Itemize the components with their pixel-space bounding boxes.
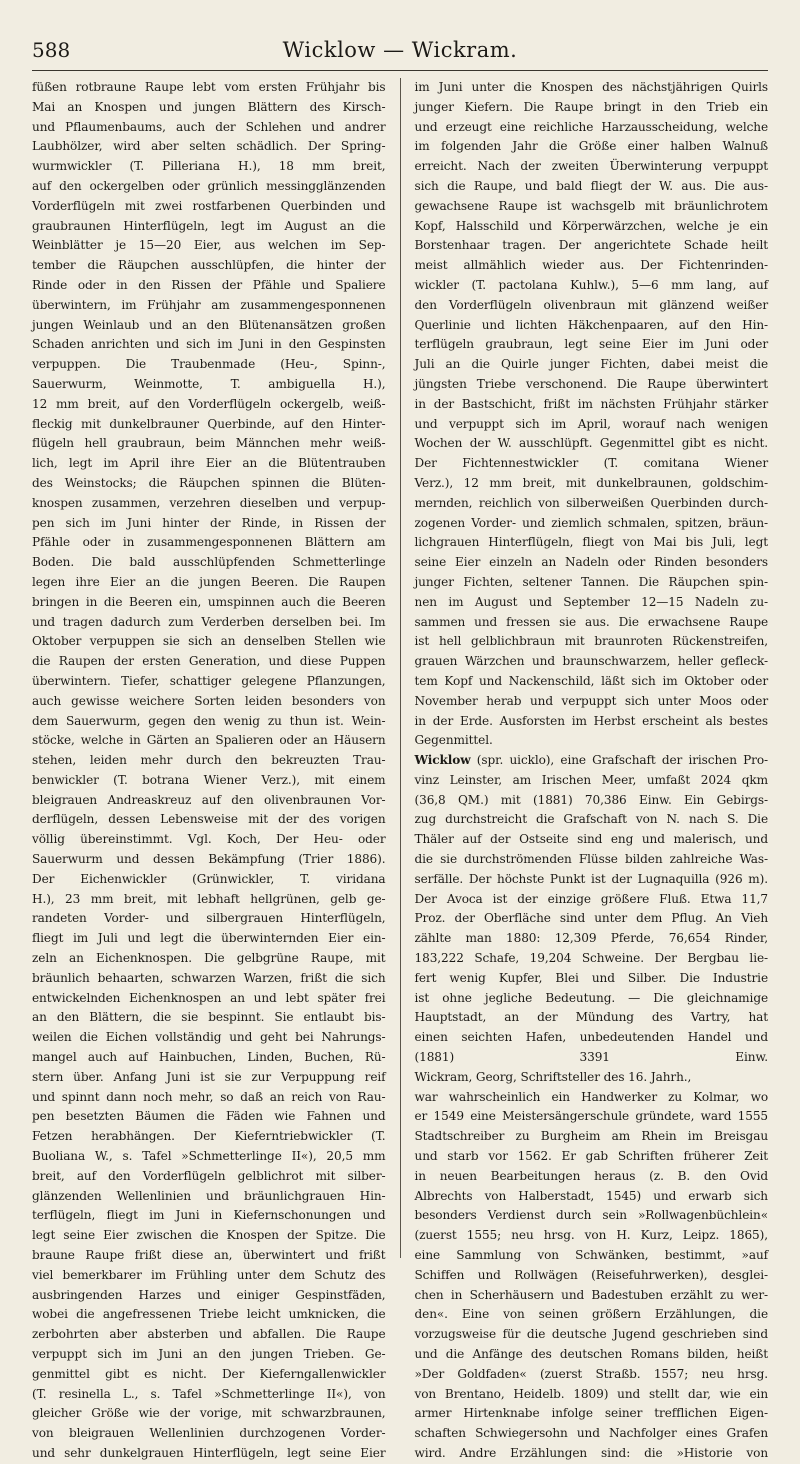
text-line: Der Avoca ist der einzige größere Fluß. Etwa 11,7 (414, 891, 769, 906)
text-line: terflügeln, fliegt im Juni in Kiefernschonungen und (32, 1208, 386, 1223)
text-line: Borstenhaar tragen. Der angerichtete Schade heilt (414, 238, 769, 253)
text-line: die Raupen der ersten Generation, und diese Puppen (32, 654, 386, 669)
text-line: überwintern, im Frühjahr am zusammengesponnenen (32, 297, 386, 312)
text-line: völlig übereinstimmt. Vgl. Koch, Der Heu- oder (32, 832, 386, 847)
text-line: wurmwickler (T. Pilleriana H.), 18 mm breit, (32, 159, 386, 174)
text-line: gleicher Größe wie der vorige, mit schwarzbraunen, (32, 1406, 386, 1421)
text-line: und erzeugt eine reichliche Harzausscheidung, welche (414, 119, 769, 134)
entry-headword: Wicklow (414, 753, 471, 768)
text-line: Sauerwurm und dessen Bekämpfung (Trier 1886). (32, 852, 386, 867)
text-line: zerbohrten aber absterben und abfallen. Die Raupe (32, 1327, 386, 1342)
text-line: dem Sauerwurm, gegen den wenig zu thun ist. Wein- (32, 713, 386, 728)
text-line: Pfähle oder in zusammengesponnenen Blättern am (32, 535, 386, 550)
text-line: auf den ockergelben oder grünlich messingglänzenden (32, 178, 386, 193)
text-line: nen im August und September 12—15 Nadeln zu- (414, 594, 769, 609)
text-line: in neuen Bearbeitungen heraus (z. B. den Ovid (414, 1168, 769, 1183)
text-line: stöcke, welche in Gärten an Spalieren oder an Häusern (32, 733, 386, 748)
text-line: und verpuppt sich im April, worauf nach wenigen (414, 416, 769, 431)
text-line: graubraunen Hinterflügeln, legt im August an die (32, 218, 386, 233)
text-line: Laubhölzer, wird aber selten schädlich. Der Spring- (32, 139, 386, 154)
header-rule (32, 70, 768, 71)
text-line: tember die Räupchen ausschlüpfen, die hinter der (32, 258, 386, 273)
text-line: in der Erde. Ausforsten im Herbst erscheint als bestes (414, 713, 769, 728)
text-line: Boden. Die bald ausschlüpfenden Schmetterlinge (32, 555, 386, 570)
text-line: stehen, leiden mehr durch den bekreuzten Trau- (32, 753, 386, 768)
text-line: Hauptstadt, an der Mündung des Vartry, hat (414, 1010, 769, 1025)
text-line: fliegt im Juli und legt die überwinternden Eier ein- (32, 931, 386, 946)
text-line: ist hell gelblichbraun mit braunroten Rückenstreifen, (414, 634, 769, 649)
text-line: füßen rotbraune Raupe lebt vom ersten Frühjahr bis (32, 80, 386, 94)
text-line: Der Eichenwickler (Grünwickler, T. viridana (32, 871, 386, 886)
text-line: lich, legt im April ihre Eier an die Blütentrauben (32, 456, 386, 471)
text-line: und sehr dunkelgrauen Hinterflügeln, legt seine Eier (32, 1445, 386, 1460)
text-line: Buoliana W., s. Tafel »Schmetterlinge II«), 20,5 mm (32, 1149, 386, 1164)
text-line: und spinnt dann noch mehr, so daß an reich von Rau- (32, 1089, 386, 1104)
text-line: flügeln hell graubraun, beim Männchen mehr weiß- (32, 436, 386, 451)
text-line: randeten Vorder- und silbergrauen Hinterflügeln, (32, 911, 386, 926)
text-line: zeln an Eichenknospen. Die gelbgrüne Raupe, mit (32, 951, 386, 966)
text-line: terflügeln graubraun, legt seine Eier im Juni oder (414, 337, 769, 352)
running-head: Wicklow — Wickram. (282, 38, 518, 62)
text-line: mangel auch auf Hainbuchen, Linden, Buchen, Rü- (32, 1050, 386, 1065)
text-line: Wochen der W. ausschlüpft. Gegenmittel gibt es nicht. (414, 436, 769, 451)
text-line: pen besetzten Bäumen die Fäden wie Fahnen und (32, 1109, 386, 1124)
text-line: tem Kopf und Nackenschild, läßt sich im Oktober oder (414, 673, 769, 688)
text-line: des Weinstocks; die Räupchen spinnen die Blüten- (32, 475, 386, 490)
text-line: und tragen dadurch zum Verderben derselben bei. Im (32, 614, 386, 629)
text-line: (T. resinella L., s. Tafel »Schmetterlinge II«), von (32, 1386, 386, 1401)
text-line: grauen Wärzchen und braunschwarzem, heller gefleck- (414, 654, 769, 669)
text-line: breit, auf den Vorderflügeln gelblichrot mit silber- (32, 1168, 386, 1183)
text-line: braune Raupe frißt diese an, überwintert und frißt (32, 1248, 386, 1263)
text-line: den«. Eine von seinen größern Erzählungen, die (414, 1307, 769, 1322)
text-line: und starb vor 1562. Er gab Schriften früherer Zeit (414, 1149, 769, 1164)
text-line: (36,8 QM.) mit (1881) 70,386 Einw. Ein Gebirgs- (414, 792, 769, 807)
text-line: armer Hirtenknabe infolge seiner trefflichen Eigen- (414, 1406, 769, 1421)
text-line: junger Fichten, seltener Tannen. Die Räupchen spin- (414, 574, 769, 589)
text-line: 183,222 Schafe, 19,204 Schweine. Der Bergbau lie- (414, 951, 769, 966)
text-line: den Vorderflügeln olivenbraun mit glänzend weißer (414, 297, 769, 312)
text-line: legen ihre Eier an die jungen Beeren. Die Raupen (32, 574, 386, 589)
text-line: serfälle. Der höchste Punkt ist der Lugnaquilla (926 m). (414, 871, 769, 886)
text-line: Sauerwurm, Weinmotte, T. ambiguella H.), (32, 376, 386, 391)
text-line: genmittel gibt es nicht. Der Kieferngallenwickler (32, 1366, 386, 1381)
text-line: und die Anfänge des deutschen Romans bilden, heißt (414, 1347, 769, 1361)
text-line: glänzenden Wellenlinien und bräunlichgrauen Hin- (32, 1188, 386, 1203)
text-line: im Juni unter die Knospen des nächstjährigen Quirls (414, 80, 769, 94)
text-line: legt seine Eier zwischen die Knospen der Spitze. Die (32, 1228, 386, 1243)
text-line: war wahrscheinlich ein Handwerker zu Kolmar, wo (414, 1089, 769, 1104)
text-line: junger Kiefern. Die Raupe bringt in den Trieb ein (414, 99, 769, 114)
text-line: jungen Weinlaub und an den Blütenansätzen großen (32, 317, 386, 332)
text-line: eine Sammlung von Schwänken, bestimmt, »auf (414, 1248, 769, 1263)
text-line: stern über. Anfang Juni ist sie zur Verpuppung reif (32, 1069, 386, 1084)
text-line: Wickram, Georg, Schriftsteller des 16. Jahrh., (414, 1069, 692, 1084)
text-line: schaften Schwiegersohn und Nachfolger eines Grafen (414, 1426, 769, 1441)
text-line: Albrechts von Halberstadt, 1545) und erwarb sich (414, 1188, 769, 1203)
text-line: zogenen Vorder- und ziemlich schmalen, spitzen, bräun- (414, 515, 769, 530)
text-line: ausbringenden Harzes und einiger Gespinstfäden, (32, 1287, 386, 1302)
text-line: wobei die angefressenen Triebe leicht umknicken, die (32, 1307, 386, 1322)
text-line: entwickelnden Eichenknospen an und lebt später frei (32, 990, 386, 1005)
text-line: fleckig mit dunkelbrauner Querbinde, auf den Hinter- (32, 416, 386, 431)
text-line: seine Eier einzeln an Nadeln oder Rinden besonders (414, 555, 769, 570)
text-columns (32, 78, 769, 1460)
text-line: (1881) 3391 Einw. (414, 1050, 769, 1065)
text-line: überwintern. Tiefer, schattiger gelegene Pflanzungen, (32, 673, 386, 688)
text-line: im folgenden Jahr die Größe einer halben Walnuß (414, 139, 769, 154)
text-line: Kopf, Halsschild und Körperwärzchen, welche je ein (414, 218, 769, 233)
text-line: zug durchstreicht die Grafschaft von N. nach S. Die (414, 812, 769, 827)
text-line: von Brentano, Heidelb. 1809) und stellt dar, wie ein (414, 1386, 769, 1401)
text-line: H.), 23 mm breit, mit lebhaft hellgrünen, gelb ge- (32, 891, 386, 906)
text-line: chen in Scherhäusern und Badestuben erzählt zu wer- (414, 1287, 769, 1302)
text-line: jüngsten Triebe verschonend. Die Raupe überwintert (414, 376, 769, 391)
text-line: November herab und verpuppt sich unter Moos oder (414, 693, 769, 708)
text-line: Der Fichtennestwickler (T. comitana Wiener (414, 456, 769, 471)
text-line: benwickler (T. botrana Wiener Verz.), mit einem (32, 772, 386, 787)
text-line: besonders Verdienst durch sein »Rollwagenbüchlein« (414, 1208, 769, 1223)
text-line: bräunlich behaarten, schwarzen Warzen, frißt die sich (32, 970, 386, 985)
text-line: Rinde oder in den Rissen der Pfähle und Spaliere (32, 277, 386, 292)
text-line: er 1549 eine Meistersängerschule gründete, ward 1555 (414, 1109, 769, 1124)
text-line: Oktober verpuppen sie sich an denselben Stellen wie (32, 634, 386, 649)
text-line: meist allmählich wieder aus. Der Fichtenrinden- (414, 258, 769, 273)
text-line: wird. Andre Erzählungen sind: die »Historie von (414, 1445, 769, 1460)
text-line: an den Blättern, die sie bespinnt. Sie entlaubt bis- (32, 1010, 386, 1025)
text-line: gewachsene Raupe ist wachsgelb mit bräunlichrotem (414, 198, 769, 213)
text-line: vinz Leinster, am Irischen Meer, umfaßt 2024 qkm (414, 772, 769, 787)
text-line: Querlinie und lichten Häkchenpaaren, auf den Hin- (414, 317, 769, 332)
text-line: sich die Raupe, und bald fliegt der W. aus. Die aus- (414, 178, 769, 193)
text-line: zählte man 1880: 12,309 Pferde, 76,654 Rinder, (414, 931, 769, 946)
page-header (32, 38, 768, 68)
text-line: (zuerst 1555; neu hrsg. von H. Kurz, Leipz. 1865), (414, 1228, 769, 1243)
text-line: mernden, reichlich von silberweißen Querbinden durch- (414, 495, 769, 510)
text-line: Weinblätter je 15—20 Eier, aus welchen im Sep- (32, 238, 386, 253)
text-line: sammen und fressen sie aus. Die erwachsene Raupe (414, 614, 769, 629)
text-line: vorzugsweise für die deutsche Jugend geschrieben sind (414, 1327, 769, 1342)
text-line: lichgrauen Hinterflügeln, fliegt von Mai bis Juli, legt (414, 535, 769, 550)
text-line: verpuppen. Die Traubenmade (Heu-, Spinn-, (32, 357, 386, 372)
text-line: verpuppt sich im Juni an den jungen Trieben. Ge- (32, 1347, 386, 1361)
text-line: fert wenig Kupfer, Blei und Silber. Die Industrie (414, 970, 769, 985)
text-line: einen seichten Hafen, unbedeutenden Handel und (414, 1030, 769, 1045)
text-line: Vorderflügeln mit zwei rostfarbenen Querbinden und (32, 198, 386, 213)
text-line: Gegenmittel. (414, 733, 493, 748)
text-line: viel bemerkbarer im Frühling unter dem Schutz des (32, 1267, 386, 1282)
text-line: Juli an die Quirle junger Fichten, dabei meist die (414, 357, 769, 372)
text-line: Proz. der Oberfläche sind unter dem Pflug. An Vieh (414, 911, 769, 926)
text-line: weilen die Eichen vollständig und geht bei Nahrungs- (32, 1030, 386, 1045)
right-column (414, 78, 769, 1460)
text-line: »Der Goldfaden« (zuerst Straßb. 1557; neu hrsg. (414, 1366, 769, 1381)
column-divider (400, 78, 401, 1258)
text-line: erreicht. Nach der zweiten Überwinterung verpuppt (414, 159, 769, 174)
text-line: Schiffen und Rollwägen (Reisefuhrwerken), desglei- (414, 1267, 769, 1282)
text-line: Wicklow (spr. uicklo), eine Grafschaft der irischen Pro- (414, 753, 769, 768)
text-line: derflügeln, dessen Lebensweise mit der des vorigen (32, 812, 386, 827)
text-line: Thäler auf der Ostseite sind eng und malerisch, und (414, 832, 769, 847)
text-line: Mai an Knospen und jungen Blättern des Kirsch- (32, 99, 386, 114)
text-line: Fetzen herabhängen. Der Kieferntriebwickler (T. (32, 1129, 386, 1144)
text-line: wickler (T. pactolana Kuhlw.), 5—6 mm lang, auf (414, 277, 769, 292)
text-line: auch gewisse weichere Sorten leiden besonders von (32, 693, 386, 708)
text-line: Verz.), 12 mm breit, mit dunkelbraunen, goldschim- (414, 475, 769, 490)
text-line: von bleigrauen Wellenlinien durchzogenen Vorder- (32, 1426, 386, 1441)
text-line: bleigrauen Andreaskreuz auf den olivenbraunen Vor- (32, 792, 386, 807)
left-column (32, 78, 386, 1460)
text-line: ist ohne jegliche Bedeutung. — Die gleichnamige (414, 990, 769, 1005)
text-line: pen sich im Juni hinter der Rinde, in Rissen der (32, 515, 386, 530)
text-line: knospen zusammen, verzehren dieselben und verpup- (32, 495, 386, 510)
text-line: in der Bastschicht, frißt im nächsten Frühjahr stärker (414, 396, 769, 411)
text-line: die sie durchströmenden Flüsse bilden zahlreiche Was- (414, 852, 769, 867)
text-line: 12 mm breit, auf den Vorderflügeln ockergelb, weiß- (32, 396, 386, 411)
text-line: bringen in die Beeren ein, umspinnen auch die Beeren (32, 594, 386, 609)
text-line: Stadtschreiber zu Burgheim am Rhein im Breisgau (414, 1129, 769, 1144)
text-line: Schaden anrichten und sich im Juni in den Gespinsten (32, 337, 386, 352)
text-line: und Pflaumenbaums, auch der Schlehen und andrer (32, 119, 386, 134)
page-number: 588 (32, 38, 71, 62)
